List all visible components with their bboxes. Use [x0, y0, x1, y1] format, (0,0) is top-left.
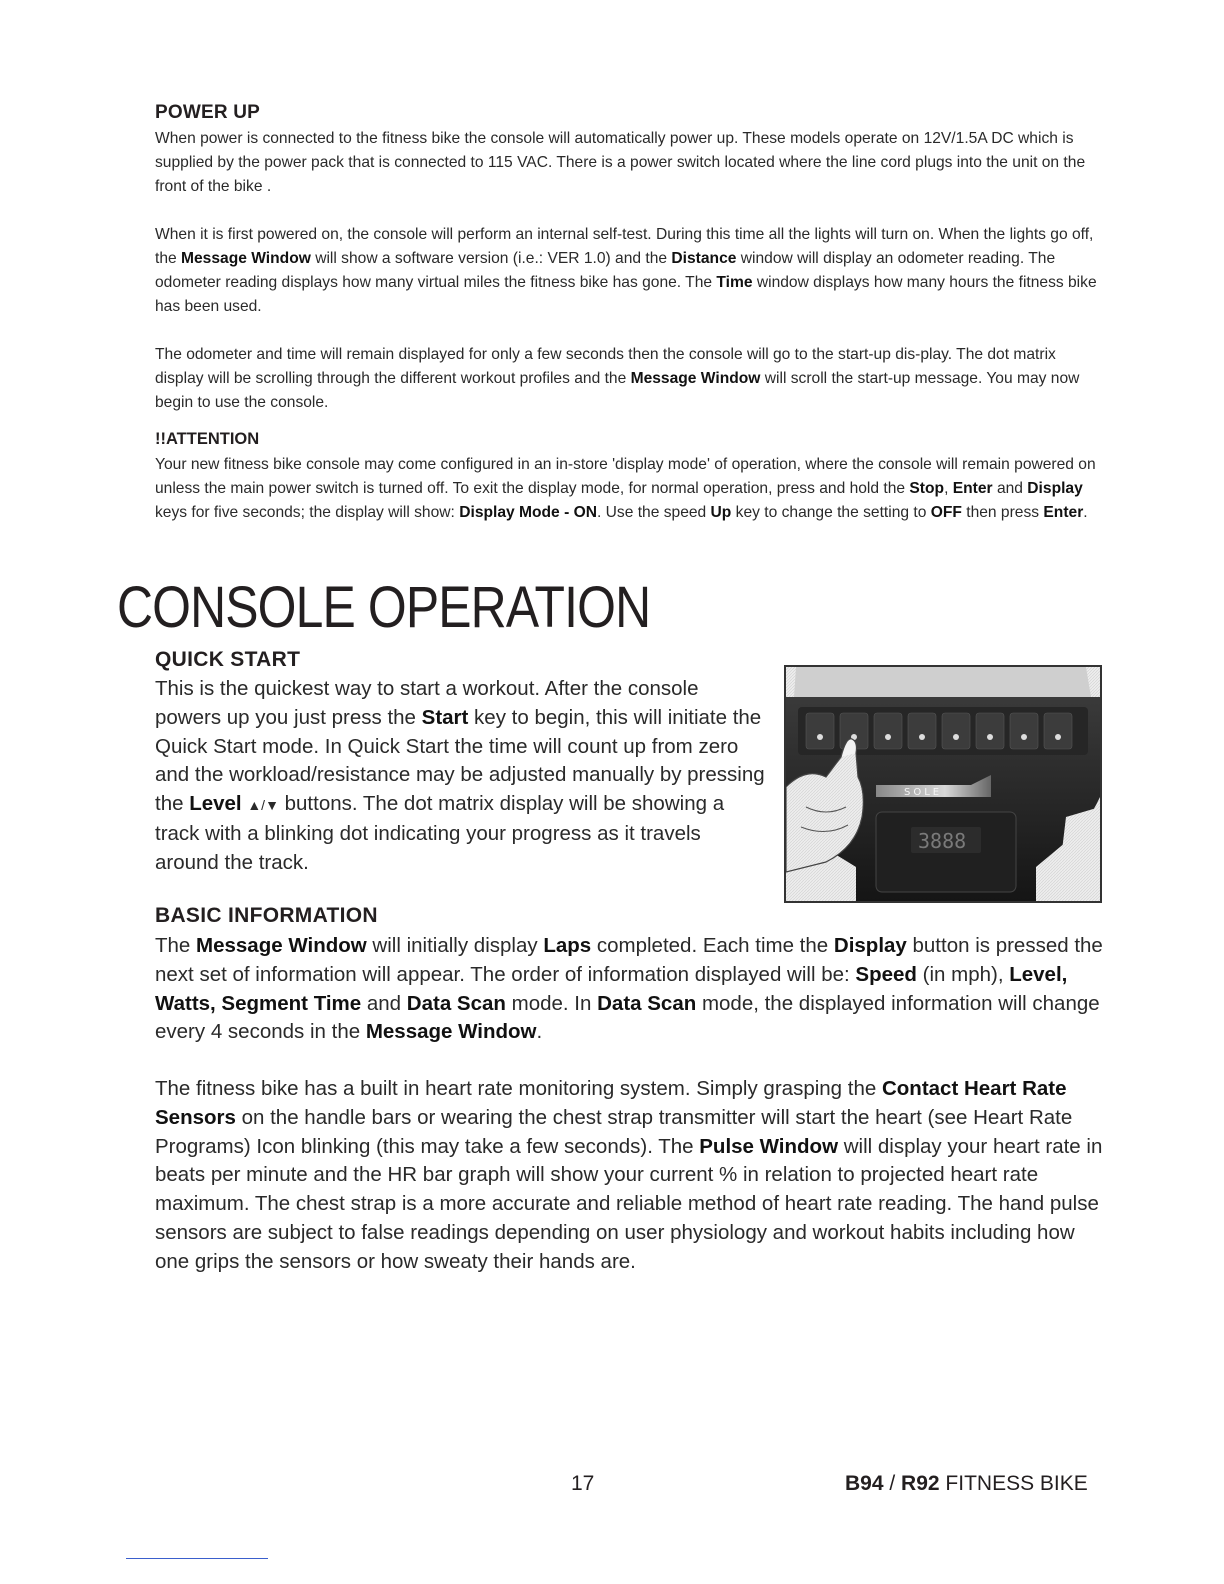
level-arrows-icon: ▲/▼ — [247, 797, 279, 814]
section-title: CONSOLE OPERATION — [117, 575, 651, 640]
footer-rule — [126, 1558, 268, 1559]
footer-model: B94 / R92 FITNESS BIKE — [845, 1472, 1088, 1495]
console-display-digits: 3888 — [918, 829, 967, 853]
power-up-paragraph-2: When it is first powered on, the console will perform an internal self-test. During this time all the lights will turn on. When the lights go off, the Message Window will show a software version (i.e.: VER 1.0) and the Distance window will display an odometer reading. The odometer reading displays how many virtual miles the fitness bike has gone. The Time window displays how many hours the fitness bike has been used. — [155, 226, 1097, 315]
console-brand-label: SOLE — [904, 787, 943, 798]
attention-paragraph: Your new fitness bike console may come configured in an in-store 'display mode' of operation, where the console will remain powered on unless the main power switch is turned off. To exit the display mode, for normal operation, press and hold the Stop, Enter and Display keys for five seconds; the display will show: Display Mode - ON. Use the speed Up key to change the setting to OFF then press Enter. — [155, 456, 1096, 521]
quick-start-heading: QUICK START — [155, 648, 301, 671]
console-photo — [784, 665, 1102, 903]
basic-info-heading: BASIC INFORMATION — [155, 904, 378, 927]
page-number: 17 — [571, 1472, 595, 1495]
power-up-paragraph-1: When power is connected to the fitness bike the console will automatically power up. These models operate on 12V/1.5A DC which is supplied by the power pack that is connected to 115 VAC. There is a power switch located where the line cord plugs into the unit on the front of the bike . — [155, 130, 1086, 195]
quick-start-paragraph: This is the quickest way to start a workout. After the console powers up you just press the Start key to begin, this will initiate the Quick Start mode. In Quick Start the time will count up from zero and the workload/resistance may be adjusted manually by pressing the Level ▲/▼ buttons. The dot matrix display will be showing a track with a blinking dot indicating your progress as it travels around the track. — [155, 677, 765, 874]
attention-heading: !!ATTENTION — [155, 430, 260, 448]
basic-info-paragraph-2: The fitness bike has a built in heart rate monitoring system. Simply grasping the Contact Heart Rate Sensors on the handle bars or wearing the chest strap transmitter will start the heart (see Heart Rate Programs) Icon blinking (this may take a few seconds). The Pulse Window will display your heart rate in beats per minute and the HR bar graph will show your current % in relation to projected heart rate maximum. The chest strap is a more accurate and reliable method of heart rate reading. The hand pulse sensors are subject to false readings depending on user physiology and workout habits including how one grips the sensors or how sweaty their hands are. — [155, 1077, 1103, 1273]
basic-info-paragraph-1: The Message Window will initially display Laps completed. Each time the Display button is pressed the next set of information will appear. The order of information displayed will be: Speed (in mph), Level, Watts, Segment Time and Data Scan mode. In Data Scan mode, the displayed information will change every 4 seconds in the Message Window. — [155, 934, 1103, 1044]
power-up-paragraph-3: The odometer and time will remain displayed for only a few seconds then the console will go to the start-up dis-play. The dot matrix display will be scrolling through the different workout profiles and the Message Window will scroll the start-up message. You may now begin to use the console. — [155, 346, 1080, 411]
power-up-heading: POWER UP — [155, 102, 261, 123]
